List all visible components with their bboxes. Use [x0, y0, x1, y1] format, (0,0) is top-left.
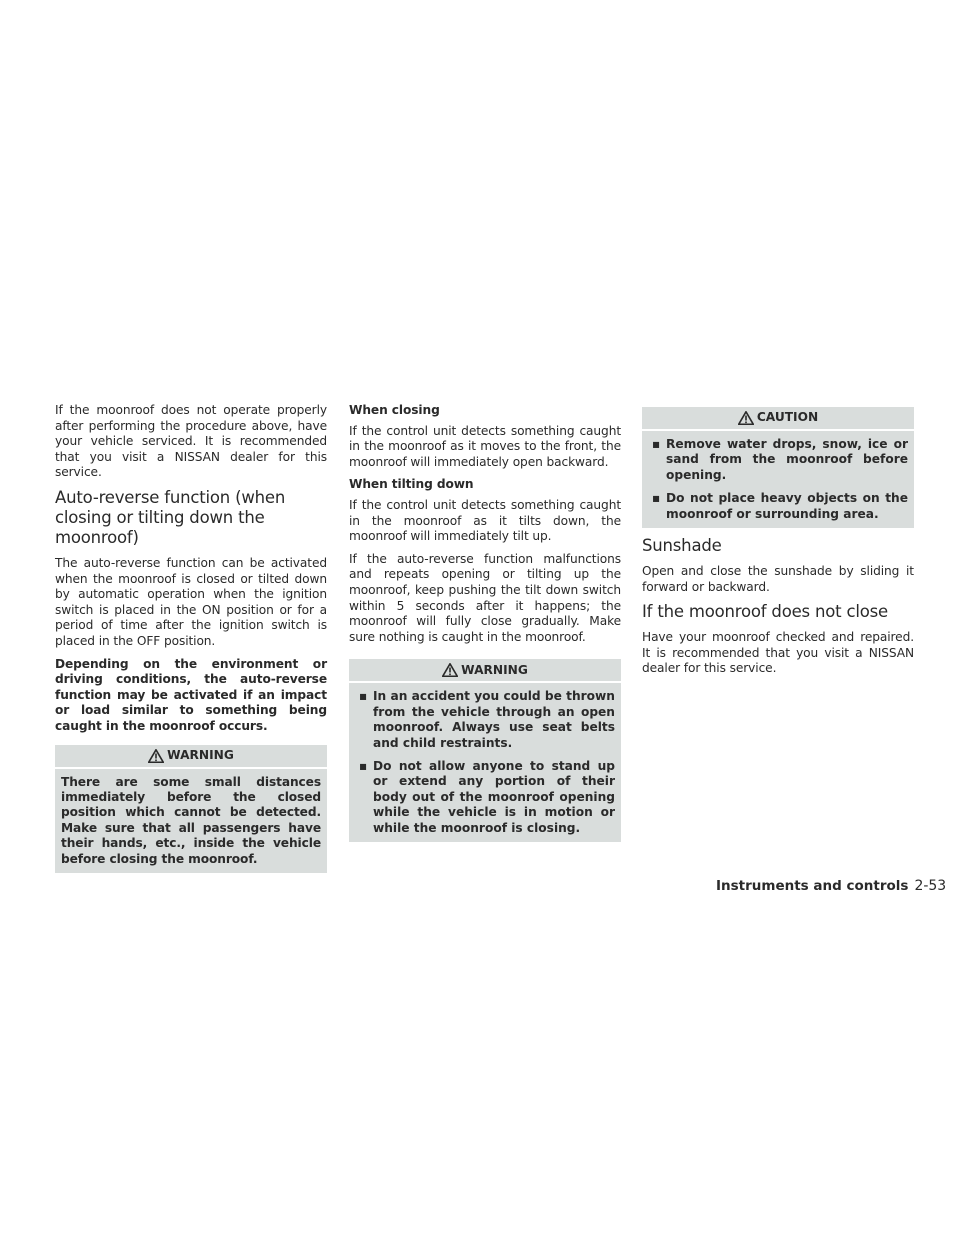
warning-triangle-icon	[148, 749, 164, 763]
page-footer	[716, 878, 946, 894]
heading-sunshade: Sunshade	[642, 536, 722, 556]
heading-not-close: If the moonroof does not close	[642, 602, 888, 622]
auto-reverse-paragraph: The auto-reverse function can be activated when the moonroof is closed or tilted down by automatic operation when the ignition switch is placed in the ON position or for a period of time after the ignition switch is placed in the OFF position.	[55, 555, 327, 648]
caution-label: CAUTION	[756, 410, 819, 425]
warning-triangle-icon	[442, 663, 458, 677]
heading-auto-reverse: Auto-reverse function (when closing or tilting down the moonroof)	[55, 487, 286, 547]
warning-box-1	[55, 745, 327, 873]
column-3	[642, 407, 914, 684]
caution-box-body	[642, 431, 914, 528]
warning-box-2-body	[349, 683, 621, 842]
warning-text: There are some small distances immediately before the closed position which cannot be detected. Make sure that all passengers have their hands, etc., inside the vehicle before closing the moonroof.	[61, 774, 321, 866]
sunshade-paragraph: Open and close the sunshade by sliding it forward or backward.	[642, 564, 914, 594]
caution-item: ▪ Do not place heavy objects on the moonroof or surrounding area.	[648, 491, 908, 522]
when-tilting-heading: When tilting down	[349, 477, 474, 492]
caution-box-header	[642, 407, 914, 429]
column-2	[349, 403, 621, 842]
column-1	[55, 403, 327, 873]
malfunction-paragraph: If the auto-reverse function malfunctions and repeats opening or tilting up the moonroof, keep pushing the tilt down switch within 5 seconds after it happens; the moonroof will fully close gradually. Make sure nothing is caught in the moonroof.	[349, 551, 621, 644]
warning-box-1-header	[55, 745, 327, 767]
footer-section-title: Instruments and controls	[716, 878, 909, 894]
warning-item: ▪ In an accident you could be thrown from the vehicle through an open moonroof. Always use seat belts and child restraints.	[355, 689, 615, 751]
auto-reverse-bold-note: Depending on the environment or driving conditions, the auto-reverse function may be activated if an impact or load similar to something being caught in the moonroof occurs.	[55, 656, 327, 733]
warning-box-2-header	[349, 659, 621, 681]
when-closing-paragraph: If the control unit detects something caught in the moonroof as it moves to the front, the moonroof will immediately open backward.	[349, 423, 621, 469]
caution-box	[642, 407, 914, 528]
warning-item: ▪ Do not allow anyone to stand up or extend any portion of their body out of the moonroof opening while the vehicle is in motion or while the moonroof is closing.	[355, 759, 615, 836]
when-closing-heading: When closing	[349, 403, 440, 417]
warning-label: WARNING	[461, 662, 528, 677]
warning-triangle-icon	[738, 411, 754, 425]
warning-box-1-body	[55, 769, 327, 873]
page-number: 2-53	[914, 878, 947, 894]
not-close-paragraph: Have your moonroof checked and repaired. It is recommended that you visit a NISSAN dealer for this service.	[642, 630, 914, 676]
caution-item: ▪ Remove water drops, snow, ice or sand from the moonroof before opening.	[648, 437, 908, 483]
intro-paragraph: If the moonroof does not operate properly after performing the procedure above, have your vehicle serviced. It is recommended that you visit a NISSAN dealer for this service.	[55, 403, 327, 480]
warning-box-2	[349, 659, 621, 842]
warning-label: WARNING	[167, 747, 234, 762]
when-tilting-paragraph: If the control unit detects something caught in the moonroof as it tilts down, the moonroof will immediately tilt up.	[349, 497, 621, 544]
